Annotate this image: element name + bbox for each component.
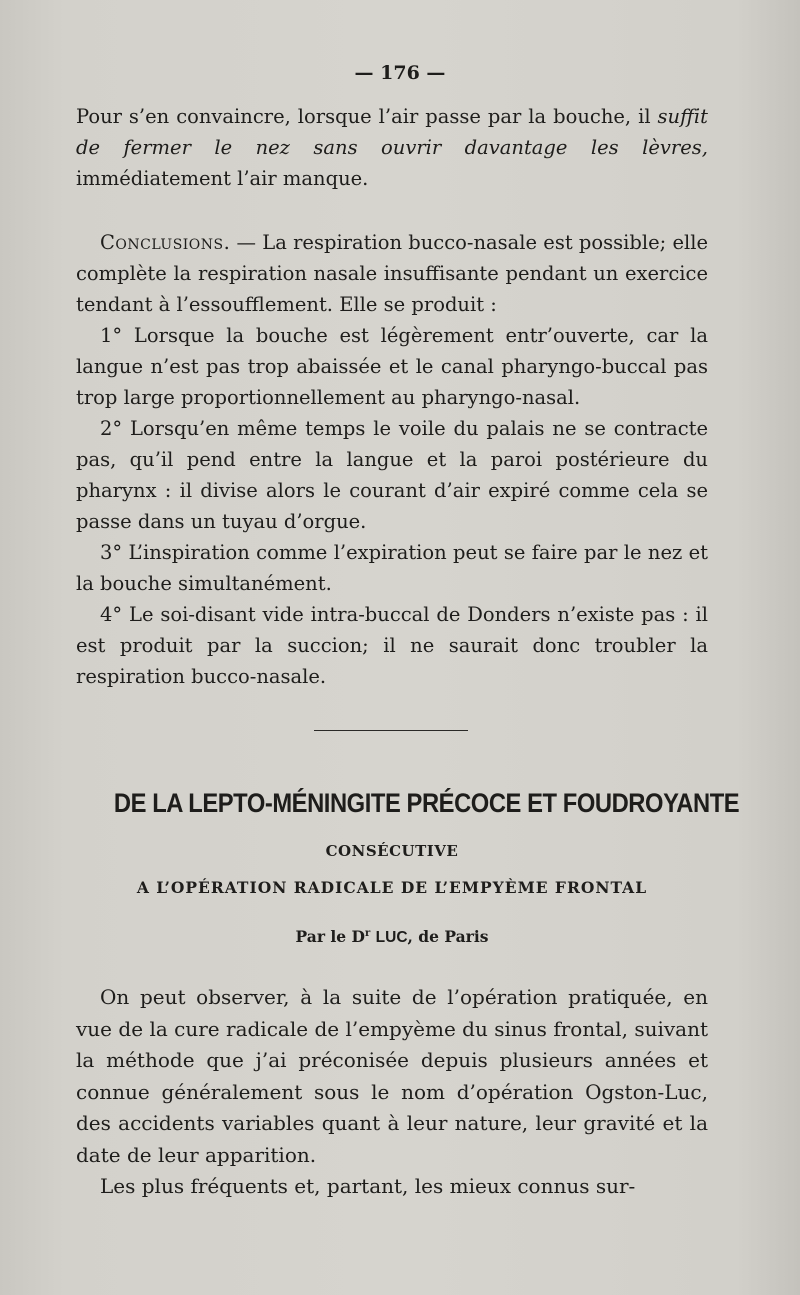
- conclusions-intro: — La respiration bucco-nasale est possible; elle complète la respiration nasale insuffisante pendant un exercice tendant à l’essoufflement. Elle se produit :: [76, 231, 708, 316]
- conclusions-label: Conclusions.: [100, 231, 231, 254]
- conclusion-item-4: 4° Le soi-disant vide intra-buccal de Donders n’existe pas : il est produit par la succion; il ne saurait donc troubler la respiration bucco-nasale.: [76, 603, 708, 688]
- byline-prefix: Par le D: [295, 927, 365, 946]
- byline-suffix: , de Paris: [407, 927, 489, 946]
- conclusion-item-2: 2° Lorsqu’en même temps le voile du palais ne se contracte pas, qu’il pend entre la langue et la paroi postérieure du pharynx : il divise alors le courant d’air expiré comme cela se passe dans un tuyau d’orgue.: [76, 417, 708, 533]
- byline-author: LUC: [375, 929, 408, 946]
- conclusions-section: [76, 227, 708, 692]
- page-number: — 176 —: [354, 62, 446, 84]
- article-subtitle-2: A L’OPÉRATION RADICALE DE L’EMPYÈME FRONTAL: [136, 878, 648, 897]
- conclusion-item-1: 1° Lorsque la bouche est légèrement entr’ouverte, car la langue n’est pas trop abaissée et le canal pharyngo-buccal pas trop large proportionnellement au pharyngo-nasal.: [76, 324, 708, 409]
- article-byline: [0, 927, 784, 947]
- section-divider: [314, 730, 468, 731]
- conclusion-item-3: 3° L’inspiration comme l’expiration peut se faire par le nez et la bouche simultanément.: [76, 541, 708, 595]
- intro-tail: immédiatement l’air manque.: [76, 167, 369, 190]
- intro-lead: Pour s’en convaincre, lorsque l’air passe par la bouche, il: [76, 105, 658, 128]
- article-subtitle-1: CONSÉCUTIVE: [325, 842, 459, 860]
- intro-emphasis: suffit de fermer le nez sans ouvrir davantage les lèvres,: [76, 105, 708, 159]
- article-title: DE LA LEPTO-MÉNINGITE PRÉCOCE ET FOUDROYANTE: [113, 788, 740, 818]
- byline-sup: r: [364, 927, 371, 939]
- article-paragraph-2: Les plus fréquents et, partant, les mieux connus sur-: [100, 1174, 636, 1198]
- article-paragraph-1: On peut observer, à la suite de l’opération pratiquée, en vue de la cure radicale de l’empyème du sinus frontal, suivant la méthode que j’ai préconisée depuis plusieurs années et connue généralement sous le nom d’opération Ogston-Luc, des accidents variables quant à leur nature, leur gravité et la date de leur apparition.: [76, 985, 708, 1167]
- article-body: [76, 982, 708, 1203]
- intro-paragraph: [76, 101, 708, 194]
